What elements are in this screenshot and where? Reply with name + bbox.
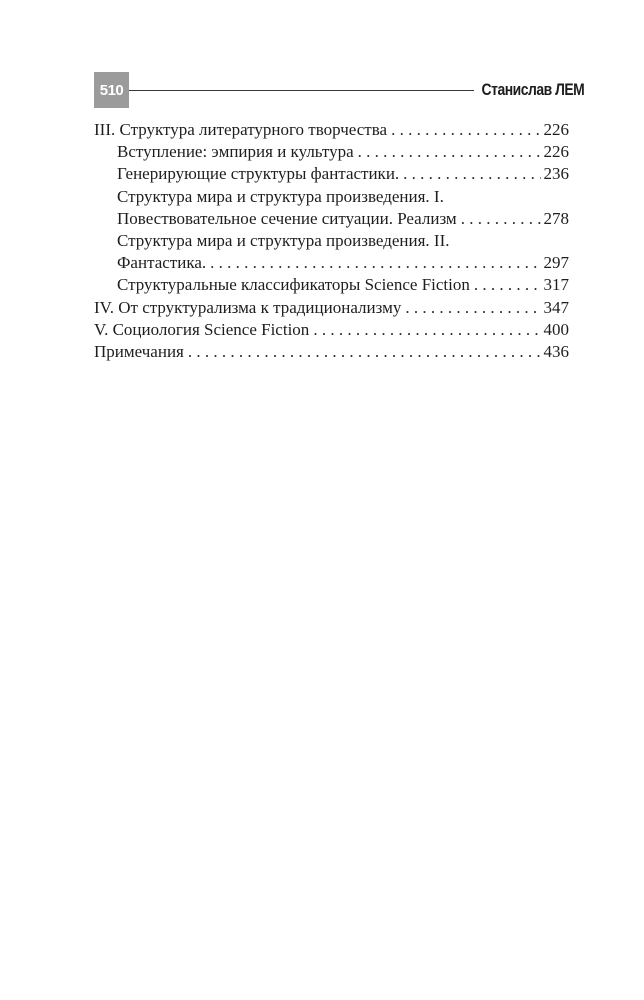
toc-entry[interactable] bbox=[94, 341, 569, 363]
running-head: Станислав ЛЕМ bbox=[481, 80, 584, 99]
toc-entry-title: Примечания bbox=[94, 342, 184, 362]
toc-entry-title: III. Структура литературного творчества bbox=[94, 120, 388, 139]
toc-entry-page: 226 bbox=[543, 120, 569, 139]
toc-entry-continued[interactable] bbox=[94, 230, 569, 252]
toc-entry-page: 236 bbox=[543, 164, 569, 184]
toc-entry-title: Структура мира и структура произведения. I. bbox=[117, 186, 444, 206]
toc-entry-title: Генерирующие структуры фантастики. bbox=[117, 164, 400, 184]
toc-entry-title: Структура мира и структура произведения. II. bbox=[117, 231, 450, 251]
toc-dot-leader bbox=[313, 319, 540, 341]
header-rule bbox=[129, 90, 474, 91]
toc-entry-title: IV. От структурализма к традиционализму bbox=[94, 297, 402, 317]
page-number: 510 bbox=[94, 72, 129, 108]
toc-entry[interactable] bbox=[94, 252, 569, 274]
toc-dot-leader bbox=[403, 163, 540, 185]
toc-entry[interactable] bbox=[94, 297, 569, 319]
toc-entry-title: Повествовательное сечение ситуации. Реализм bbox=[117, 208, 457, 228]
toc-entry[interactable] bbox=[94, 208, 569, 230]
toc-entry[interactable] bbox=[94, 141, 569, 163]
toc-dot-leader bbox=[474, 274, 541, 296]
toc-entry[interactable] bbox=[94, 319, 569, 341]
toc-entry-continued[interactable] bbox=[94, 186, 569, 208]
toc-entry-page: 317 bbox=[543, 275, 569, 295]
toc-entry[interactable] bbox=[94, 274, 569, 296]
toc-entry-title: V. Социология Science Fiction bbox=[94, 319, 310, 339]
toc-entry-page: 436 bbox=[543, 342, 569, 362]
toc-entry-title: Структуральные классификаторы Science Fiction bbox=[117, 275, 470, 295]
toc-entry-title: Фантастика. bbox=[117, 253, 207, 273]
toc-dot-leader bbox=[358, 141, 541, 163]
toc-entry-page: 347 bbox=[543, 297, 569, 317]
toc-dot-leader bbox=[210, 252, 540, 274]
toc-entry-page: 278 bbox=[543, 208, 569, 228]
toc-dot-leader bbox=[188, 341, 541, 363]
toc-dot-leader bbox=[461, 208, 541, 230]
toc-dot-leader bbox=[391, 119, 540, 141]
table-of-contents bbox=[94, 119, 569, 363]
toc-entry-page: 226 bbox=[543, 142, 569, 162]
toc-entry[interactable] bbox=[94, 119, 569, 141]
toc-dot-leader bbox=[405, 297, 540, 319]
page-header bbox=[94, 72, 584, 108]
toc-entry-page: 400 bbox=[543, 319, 569, 339]
toc-entry-page: 297 bbox=[543, 253, 569, 273]
toc-entry[interactable] bbox=[94, 163, 569, 185]
toc-entry-title: Вступление: эмпирия и культура bbox=[117, 142, 354, 162]
